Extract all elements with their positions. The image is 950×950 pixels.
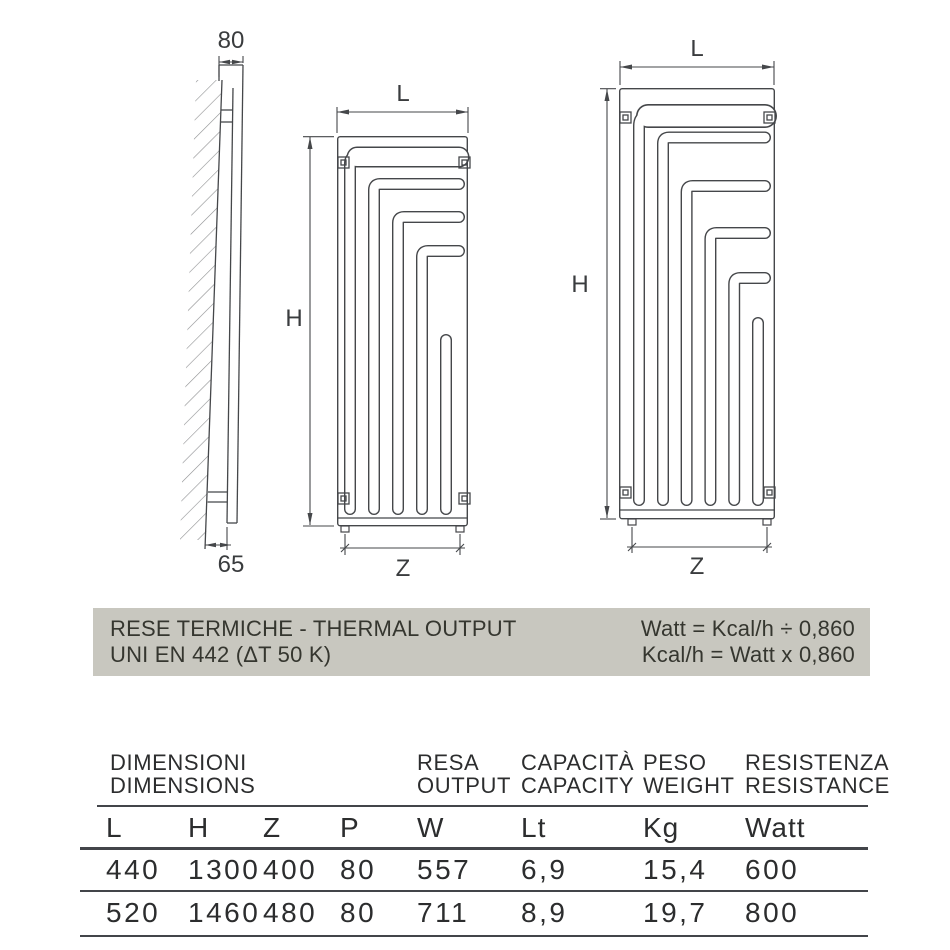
col-group-weight: PESO WEIGHT bbox=[643, 750, 735, 798]
foot-right bbox=[763, 519, 771, 525]
dim-label-H: H bbox=[285, 305, 303, 332]
front-view-small bbox=[283, 85, 498, 585]
dim-Z bbox=[340, 534, 465, 555]
arrow-left-icon bbox=[219, 60, 230, 65]
col-header-Lt: Lt bbox=[521, 812, 547, 843]
arrow-left-icon bbox=[620, 65, 632, 70]
dim-Z bbox=[627, 527, 772, 553]
arrow-down-icon bbox=[605, 506, 610, 518]
arrow-right-icon bbox=[220, 543, 231, 548]
banner-title-line2: UNI EN 442 (ΔT 50 K) bbox=[110, 642, 332, 667]
dim-65 bbox=[205, 527, 231, 550]
arrow-left-icon bbox=[205, 543, 216, 548]
front-view-large bbox=[563, 40, 803, 585]
tube-pattern bbox=[639, 116, 765, 500]
side-view-drawing bbox=[178, 26, 273, 586]
cell-Z2: 480 bbox=[263, 897, 318, 928]
col-header-Z: Z bbox=[263, 812, 282, 843]
dim-H bbox=[600, 89, 616, 519]
cell-P1: 80 bbox=[340, 854, 377, 885]
cell-Z1: 400 bbox=[263, 854, 318, 885]
dim-L bbox=[620, 61, 774, 85]
arrow-right-icon bbox=[762, 65, 774, 70]
col-group-resistance: RESISTENZA RESISTANCE bbox=[745, 750, 890, 798]
col-group-dimensions: DIMENSIONI DIMENSIONS bbox=[110, 750, 256, 798]
cell-P2: 80 bbox=[340, 897, 377, 928]
arrow-up-icon bbox=[308, 137, 313, 149]
dim-L bbox=[337, 107, 468, 133]
arrow-right-icon bbox=[456, 110, 468, 115]
col-header-Watt: Watt bbox=[745, 812, 806, 843]
header-rule bbox=[97, 805, 868, 807]
col-header-W: W bbox=[417, 812, 445, 843]
banner-formula-line2: Kcal/h = Watt x 0,860 bbox=[641, 642, 855, 667]
col-header-P: P bbox=[340, 812, 360, 843]
banner-title bbox=[93, 616, 517, 668]
thermal-output-banner bbox=[93, 608, 870, 676]
cell-L2: 520 bbox=[106, 897, 161, 928]
upper-bracket bbox=[221, 110, 233, 122]
bottom-rule bbox=[80, 935, 868, 937]
cell-Watt1: 600 bbox=[745, 854, 800, 885]
arrow-left-icon bbox=[337, 110, 349, 115]
cell-Lt2: 8,9 bbox=[521, 897, 568, 928]
spec-table bbox=[80, 745, 890, 945]
cell-W2: 711 bbox=[417, 897, 470, 928]
cell-Kg2: 19,7 bbox=[643, 897, 708, 928]
banner-formulas bbox=[641, 616, 870, 668]
foot-left bbox=[628, 519, 636, 525]
banner-formula-line1: Watt = Kcal/h ÷ 0,860 bbox=[640, 616, 855, 641]
foot-left bbox=[341, 526, 349, 532]
arrow-down-icon bbox=[308, 513, 313, 525]
dim-label-H: H bbox=[571, 271, 589, 298]
row-rule bbox=[80, 890, 868, 892]
dim-label-80: 80 bbox=[217, 27, 245, 54]
col-group-capacity: CAPACITÀ CAPACITY bbox=[521, 750, 635, 798]
cell-Watt2: 800 bbox=[745, 897, 800, 928]
dim-label-65: 65 bbox=[217, 551, 245, 578]
arrow-up-icon bbox=[605, 89, 610, 101]
cell-Kg1: 15,4 bbox=[643, 854, 708, 885]
tube-pattern bbox=[350, 157, 459, 509]
lower-bracket bbox=[208, 492, 228, 502]
cell-L1: 440 bbox=[106, 854, 161, 885]
dim-label-Z: Z bbox=[395, 555, 411, 582]
panel-back-line bbox=[227, 88, 233, 523]
foot-right bbox=[456, 526, 464, 532]
wall-hatch bbox=[180, 80, 222, 540]
dim-label-L: L bbox=[690, 40, 704, 62]
dim-label-Z: Z bbox=[689, 553, 705, 580]
cell-H1: 1300 bbox=[188, 854, 261, 885]
dim-label-L: L bbox=[396, 85, 410, 107]
cell-H2: 1460 bbox=[188, 897, 261, 928]
subheader-rule bbox=[80, 847, 868, 850]
col-header-Kg: Kg bbox=[643, 812, 680, 843]
col-header-H: H bbox=[188, 812, 210, 843]
cell-Lt1: 6,9 bbox=[521, 854, 568, 885]
col-header-L: L bbox=[106, 812, 123, 843]
panel-front-line bbox=[237, 65, 243, 523]
dim-80 bbox=[219, 56, 243, 77]
arrow-right-icon bbox=[232, 60, 243, 65]
cell-W1: 557 bbox=[417, 854, 472, 885]
col-group-output: RESA OUTPUT bbox=[417, 750, 512, 798]
dim-H bbox=[303, 137, 334, 526]
banner-title-line1: RESE TERMICHE - THERMAL OUTPUT bbox=[110, 616, 517, 641]
